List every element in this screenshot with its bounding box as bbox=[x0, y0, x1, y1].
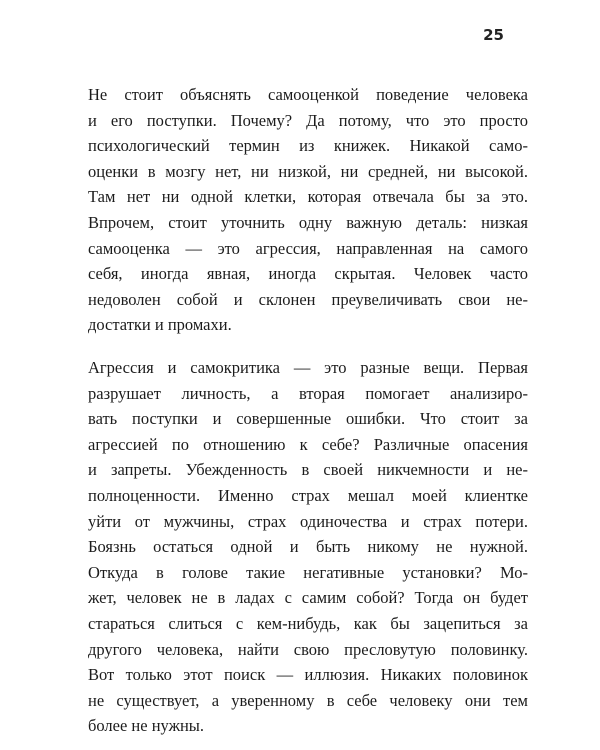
text-line: стараться слиться с кем-нибудь, как бы зацепиться за bbox=[88, 613, 528, 633]
text-line: достатки и промахи. bbox=[88, 315, 232, 335]
paragraph-2 bbox=[88, 355, 528, 739]
text-line: не существует, а уверенному в себе человеку они тем bbox=[88, 690, 528, 710]
paragraph-1 bbox=[88, 82, 528, 338]
text-line: агрессией по отношению к себе? Различные опасения bbox=[88, 434, 528, 454]
text-line: Не стоит объяснять самооценкой поведение человека bbox=[88, 85, 528, 104]
text-line: Там нет ни одной клетки, которая отвечала бы за это. bbox=[88, 187, 528, 207]
text-line: и его поступки. Почему? Да потому, что это просто bbox=[88, 110, 528, 130]
text-line: и запреты. Убежденность в своей никчемности и не- bbox=[88, 460, 528, 480]
text-line: вать поступки и совершенные ошибки. Что стоит за bbox=[88, 409, 528, 429]
page-number: 25 bbox=[483, 26, 504, 44]
text-line: разрушает личность, а вторая помогает анализиро- bbox=[88, 383, 528, 403]
text-line: уйти от мужчины, страх одиночества и страх потери. bbox=[88, 511, 528, 531]
text-line: Боязнь остаться одной и быть никому не нужной. bbox=[88, 537, 528, 557]
text-line: более не нужны. bbox=[88, 716, 205, 736]
text-line: Агрессия и самокритика — это разные вещи. Первая bbox=[88, 358, 528, 377]
text-line: Откуда в голове такие негативные установки? Мо- bbox=[88, 562, 528, 582]
text-line: Впрочем, стоит уточнить одну важную деталь: низкая bbox=[88, 212, 528, 232]
text-line: самооценка — это агрессия, направленная на самого bbox=[88, 238, 528, 258]
text-line: полноценности. Именно страх мешал моей клиентке bbox=[88, 485, 528, 505]
text-line: себя, иногда явная, иногда скрытая. Человек часто bbox=[88, 264, 528, 284]
text-line: другого человека, найти свою пресловутую половинку. bbox=[88, 639, 528, 659]
text-line: Вот только этот поиск — иллюзия. Никаких половинок bbox=[88, 665, 528, 685]
text-line: жет, человек не в ладах с самим собой? Тогда он будет bbox=[88, 588, 528, 608]
text-line: недоволен собой и склонен преувеличивать свои не- bbox=[88, 289, 528, 309]
text-line: психологический термин из книжек. Никакой само- bbox=[88, 136, 528, 156]
text-line: оценки в мозгу нет, ни низкой, ни средней, ни высокой. bbox=[88, 161, 528, 181]
